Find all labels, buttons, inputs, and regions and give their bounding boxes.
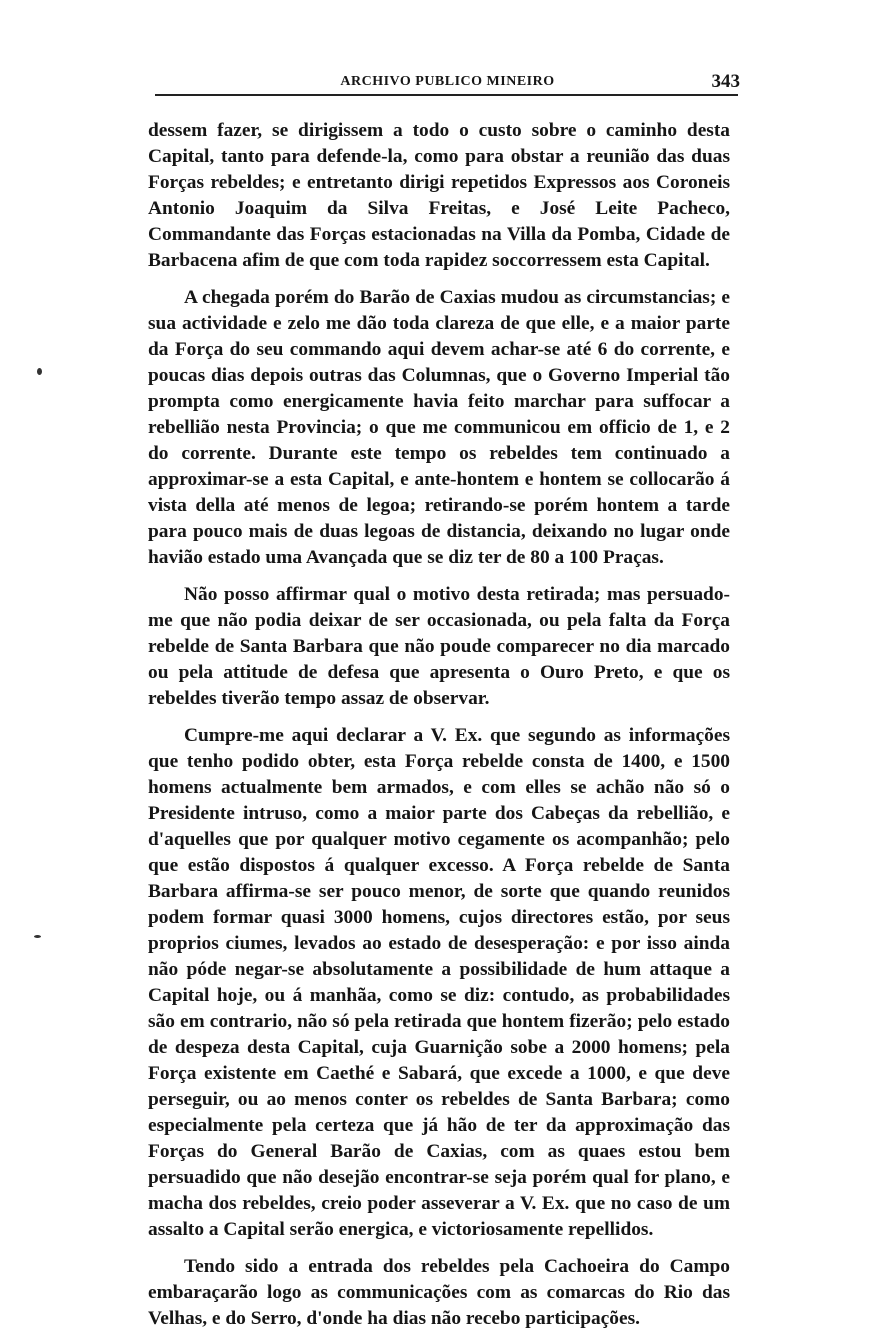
paragraph: dessem fazer, se dirigissem a todo o custo sobre o caminho desta Capital, tanto para defende-la, como para obstar a reunião das duas Forças rebeldes; e entretanto dirigi repetidos Expressos aos Coroneis Antonio Joaquim da Silva Freitas, e José Leite Pacheco, Commandante das Forças estacionadas na Villa da Pomba, Cidade de Barbacena afim de que com toda rapidez soccorressem esta Capital. <box>148 120 730 271</box>
page-number: 343 <box>711 71 740 92</box>
paragraph: Cumpre-me aqui declarar a V. Ex. que segundo as informações que tenho podido obter, esta Força rebelde consta de 1400, e 1500 homens actualmente bem armados, e com elles se achão não só o Presidente intruso, como a maior parte dos Cabeças da rebellião, e d'aquelles que por qualquer motivo cegamente os acompanhão; pelo que estão dispostos á qualquer excesso. A Força rebelde de Santa Barbara affirma-se ser pouco menor, de sorte que quando reunidos podem formar quasi 3000 homens, cujos directores estão, por seus proprios ciumes, levados ao estado de desesperação: e por isso ainda não póde negar-se absolutamente a possibilidade de hum attaque a Capital hoje, ou á manhãa, como se diz: contudo, as probabilidades são em contrario, não só pela retirada que hontem fizerão; pelo estado de despeza desta Capital, cuja Guarnição sobe a 2000 homens; pela Força existente em Caethé e Sabará, que excede a 1000, e que deve perseguir, ou ao menos conter os rebeldes de Santa Barbara; como especialmente pela certeza que já hão de ter da approximação das Forças do General Barão de Caxias, com as quaes estou bem persuadido que não desejão encontrar-se seja porém qual for plano, e macha dos rebeldes, creio poder asseverar a V. Ex. que no caso de um assalto a Capital serão energica, e victoriosamente repellidos. <box>148 725 730 1240</box>
paragraph: Tendo sido a entrada dos rebeldes pela Cachoeira do Campo embaraçarão logo as communicações com as comarcas do Rio das Velhas, e do Serro, d'onde ha dias não recebo participações. <box>148 1256 730 1329</box>
running-header <box>155 70 740 94</box>
body-text <box>148 118 730 1343</box>
ink-speck <box>34 935 41 938</box>
paragraph: Não posso affirmar qual o motivo desta retirada; mas persuado-me que não podia deixar de ser occasionada, ou pela falta da Força rebelde de Santa Barbara que não poude comparecer no dia marcado ou pela attitude de defesa que apresenta o Ouro Preto, e que os rebeldes tiverão tempo assaz de observar. <box>148 584 730 709</box>
ink-speck <box>37 368 42 375</box>
paragraph: A chegada porém do Barão de Caxias mudou as circumstancias; e sua actividade e zelo me dão toda clareza de que elle, e a maior parte da Força do seu commando aqui devem achar-se até 6 do corrente, e poucas dias depois outras das Columnas, que o Governo Imperial tão prompta como energicamente havia feito marchar para suffocar a rebellião nesta Provincia; o que me communicou em officio de 1, e 2 do corrente. Durante este tempo os rebeldes tem continuado a approximar-se a esta Capital, e ante-hontem e hontem se collocarão á vista della até menos de legoa; retirando-se porém hontem a tarde para pouco mais de duas legoas de distancia, deixando no lugar onde havião estado uma Avançada que se diz ter de 80 a 100 Praças. <box>148 287 730 568</box>
header-title: ARCHIVO PUBLICO MINEIRO <box>340 74 555 89</box>
header-rule <box>155 94 738 96</box>
